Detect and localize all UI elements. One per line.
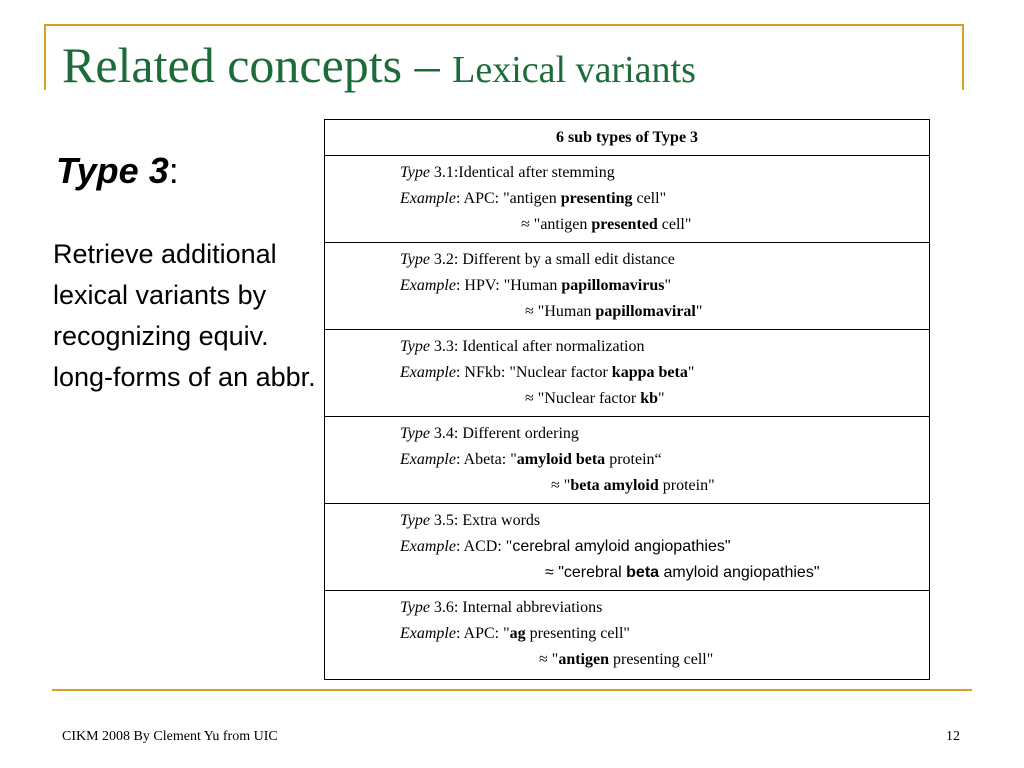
row-type-line: [400, 511, 540, 531]
example-label: Example: [400, 277, 456, 294]
table-row: [325, 243, 929, 330]
equiv-text-end: protein": [658, 477, 715, 494]
slide-title: [62, 37, 696, 93]
equiv-bold: presented: [591, 216, 658, 233]
type-heading: [56, 150, 179, 192]
type-heading-colon: :: [168, 150, 179, 191]
row-equiv-line: [525, 302, 702, 322]
equiv-text: ≈ "Nuclear factor: [525, 390, 641, 407]
example-sans: cerebral amyloid angiopathies": [512, 538, 731, 555]
type-heading-text: Type 3: [56, 150, 169, 191]
type-label: Type: [400, 338, 430, 355]
row-type-line: [400, 163, 615, 183]
row-example-line: [400, 363, 694, 383]
row-equiv-line: [539, 650, 713, 670]
row-type-line: [400, 250, 675, 270]
example-label: Example: [400, 625, 456, 642]
type-desc: 3.1:Identical after stemming: [429, 164, 615, 181]
row-example-line: [400, 537, 731, 557]
table-row: [325, 417, 929, 504]
example-text: : APC: ": [455, 625, 510, 642]
equiv-text: ≈ "Human: [525, 303, 596, 320]
type-desc: 3.2: Different by a small edit distance: [429, 251, 675, 268]
equiv-bold: antigen: [558, 651, 609, 668]
type-label: Type: [400, 164, 430, 181]
equiv-text-end: amyloid angiopathies": [659, 564, 820, 581]
equiv-text: ≈ "antigen: [521, 216, 592, 233]
type-label: Type: [400, 425, 430, 442]
row-example-line: [400, 276, 671, 296]
example-bold: amyloid beta: [516, 451, 606, 468]
page-number: 12: [946, 729, 960, 744]
equiv-bold: beta: [626, 564, 660, 581]
row-type-line: [400, 337, 645, 357]
body-text: Retrieve additional lexical variants by recognizing equiv. long-forms of an abbr.: [53, 239, 316, 392]
subtypes-table: [324, 119, 930, 680]
example-label: Example: [400, 451, 456, 468]
row-type-line: [400, 424, 579, 444]
frame-left-rule: [44, 24, 46, 90]
example-text: : ACD: ": [455, 538, 513, 555]
type-desc: 3.4: Different ordering: [429, 425, 579, 442]
example-bold: kappa beta: [611, 364, 688, 381]
example-text-end: presenting cell": [525, 625, 630, 642]
example-text: : HPV: "Human: [455, 277, 562, 294]
equiv-text: ≈ ": [551, 477, 571, 494]
type-desc: 3.5: Extra words: [429, 512, 541, 529]
example-text-end: cell": [632, 190, 667, 207]
example-text-end: ": [687, 364, 695, 381]
type-desc: 3.6: Internal abbreviations: [429, 599, 603, 616]
frame-right-rule: [962, 24, 964, 90]
equiv-text-end: ": [658, 390, 665, 407]
equiv-text: ≈ "cerebral: [545, 564, 627, 581]
type-label: Type: [400, 251, 430, 268]
row-example-line: [400, 189, 666, 209]
equiv-text-end: presenting cell": [608, 651, 714, 668]
type-label: Type: [400, 512, 430, 529]
row-equiv-line: [525, 389, 665, 409]
equiv-bold: papillomaviral: [595, 303, 696, 320]
row-equiv-line: [551, 476, 715, 496]
example-text: : NFkb: "Nuclear factor: [455, 364, 612, 381]
row-example-line: [400, 450, 662, 470]
equiv-text: ≈ ": [539, 651, 559, 668]
example-bold: ag: [509, 625, 526, 642]
title-main: Related concepts –: [62, 37, 453, 93]
row-type-line: [400, 598, 602, 618]
example-label: Example: [400, 364, 456, 381]
equiv-text-end: cell": [657, 216, 692, 233]
example-text-end: protein“: [605, 451, 662, 468]
example-text: : APC: "antigen: [455, 190, 561, 207]
example-bold: papillomavirus: [561, 277, 665, 294]
equiv-bold: beta amyloid: [570, 477, 659, 494]
example-text: : Abeta: ": [455, 451, 517, 468]
frame-top-rule: [44, 24, 964, 26]
row-equiv-line: [545, 563, 820, 583]
row-example-line: [400, 624, 630, 644]
type-desc: 3.3: Identical after normalization: [429, 338, 645, 355]
table-row: [325, 591, 929, 679]
table-row: [325, 156, 929, 243]
row-equiv-line: [521, 215, 691, 235]
title-sub: Lexical variants: [452, 49, 696, 91]
example-bold: presenting: [560, 190, 633, 207]
table-row: [325, 504, 929, 591]
table-row: [325, 330, 929, 417]
example-text-end: ": [664, 277, 671, 294]
table-header: 6 sub types of Type 3: [325, 120, 929, 156]
equiv-bold: kb: [640, 390, 659, 407]
example-label: Example: [400, 190, 456, 207]
footer-credit: CIKM 2008 By Clement Yu from UIC: [62, 729, 278, 744]
type-label: Type: [400, 599, 430, 616]
frame-bottom-rule: [52, 689, 972, 691]
example-label: Example: [400, 538, 456, 555]
equiv-text-end: ": [695, 303, 703, 320]
